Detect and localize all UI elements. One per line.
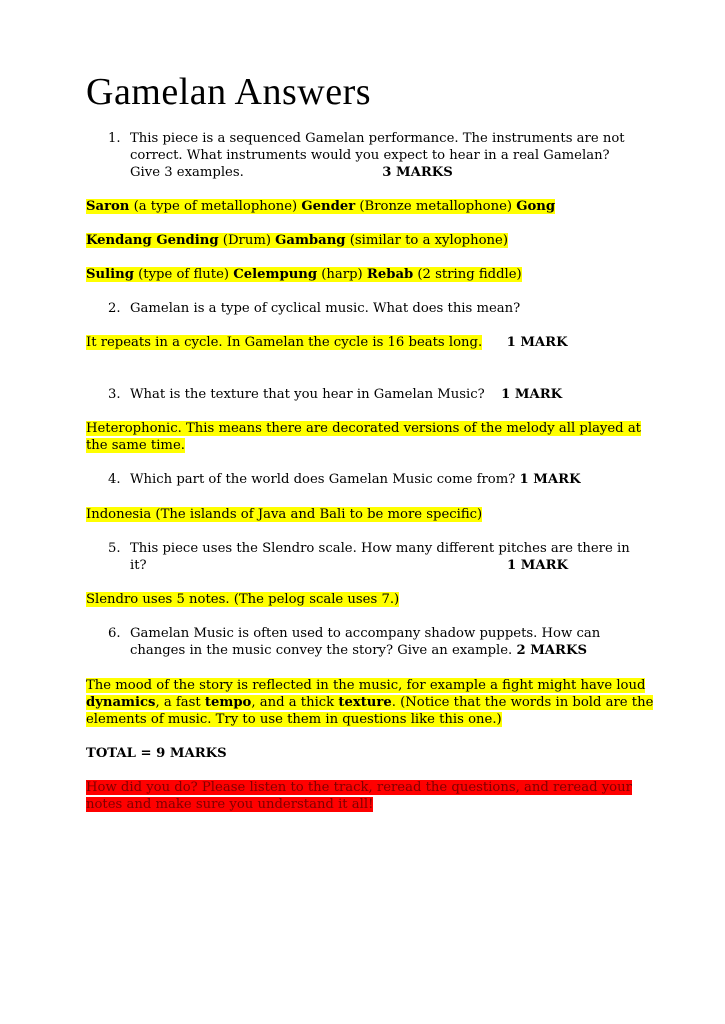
instrument-suling: Suling: [86, 267, 134, 282]
answer-1-line-2: [86, 232, 508, 249]
question-5: [108, 540, 628, 574]
document-page: [86, 70, 666, 812]
instrument-desc: (type of flute): [133, 267, 234, 282]
instrument-gong: Gong: [516, 199, 556, 214]
instrument-desc: (similar to a xylophone): [345, 233, 508, 248]
keyword-dynamics: dynamics: [86, 695, 156, 710]
instrument-gender: Gender: [301, 199, 356, 214]
question-number: 5.: [108, 541, 121, 556]
answer-3: [86, 420, 661, 454]
question-text: [130, 130, 630, 181]
question-number: 1.: [108, 131, 121, 146]
answer-6-part: The mood of the story is reflected in the music, for example a fight might have loud: [86, 678, 646, 693]
question-3-body: [130, 386, 628, 403]
question-3: [108, 386, 628, 403]
question-6: [108, 625, 628, 659]
question-1-text: This piece is a sequenced Gamelan performance. The instruments are not correct. What instruments would you expect to hear in a real Gamelan? Give 3 examples.: [130, 131, 625, 180]
instrument-desc: (harp): [317, 267, 367, 282]
question-5-marks: 1 MARK: [507, 558, 569, 573]
question-3-text: What is the texture that you hear in Gamelan Music?: [130, 387, 485, 402]
question-number: 4.: [108, 472, 121, 487]
question-number: 3.: [108, 387, 121, 402]
question-5-text: This piece uses the Slendro scale. How many different pitches are there in it?: [130, 541, 630, 573]
question-6-body: [130, 625, 630, 659]
keyword-tempo: tempo: [204, 695, 252, 710]
answer-6-part: , and a thick: [251, 695, 339, 710]
question-1-marks: 3 MARKS: [382, 165, 453, 180]
instrument-kendang: Kendang Gending: [86, 233, 219, 248]
instrument-desc: (Drum): [218, 233, 276, 248]
keyword-texture: texture: [338, 695, 392, 710]
question-4-marks: 1 MARK: [519, 472, 581, 487]
answer-5-text: Slendro uses 5 notes. (The pelog scale uses 7.): [86, 592, 400, 607]
closing-note: [86, 779, 646, 813]
answer-2-text: It repeats in a cycle. In Gamelan the cycle is 16 beats long.: [86, 335, 483, 350]
question-2: [108, 300, 628, 317]
question-6-marks: 2 MARKS: [516, 643, 587, 658]
answer-2-marks: 1 MARK: [506, 335, 568, 350]
question-number: 6.: [108, 626, 121, 641]
question-4-body: [130, 471, 628, 488]
answer-1-line-1: [86, 198, 555, 215]
page-title: Gamelan Answers: [86, 71, 372, 113]
instrument-desc: (Bronze metallophone): [355, 199, 517, 214]
instrument-saron: Saron: [86, 199, 130, 214]
closing-note-text: How did you do? Please listen to the track, reread the questions, and reread your notes and make sure you understand it all!: [86, 780, 632, 812]
answer-3-text: Heterophonic. This means there are decorated versions of the melody all played at the same time.: [86, 421, 641, 453]
answer-1-line-3: [86, 266, 522, 283]
answer-4: [86, 506, 482, 523]
question-number: 2.: [108, 301, 121, 316]
answer-6: [86, 677, 661, 728]
answer-5: [86, 591, 399, 608]
answer-6-part: , a fast: [155, 695, 205, 710]
answer-2: [86, 334, 568, 351]
instrument-desc: (a type of metallophone): [129, 199, 302, 214]
total-marks: [86, 745, 227, 762]
question-6-text: Gamelan Music is often used to accompany shadow puppets. How can changes in the music convey the story? Give an example.: [130, 626, 601, 658]
instrument-gambang: Gambang: [275, 233, 346, 248]
total-marks-text: TOTAL = 9 MARKS: [86, 746, 227, 761]
question-2-text: Gamelan is a type of cyclical music. What does this mean?: [130, 301, 521, 316]
instrument-desc: (2 string fiddle): [413, 267, 522, 282]
instrument-rebab: Rebab: [366, 267, 414, 282]
answer-4-text: Indonesia (The islands of Java and Bali to be more specific): [86, 507, 483, 522]
question-1: [108, 130, 628, 181]
question-5-body: [130, 540, 630, 574]
question-4: [108, 471, 628, 488]
question-3-marks: 1 MARK: [501, 387, 563, 402]
question-4-text: Which part of the world does Gamelan Music come from?: [130, 472, 516, 487]
answer-6-text: [86, 678, 653, 727]
instrument-celempung: Celempung: [233, 267, 318, 282]
answer-6-part: . (Notice that the words in bold are the elements of music. Try to use them in questions like this one.): [86, 695, 654, 727]
